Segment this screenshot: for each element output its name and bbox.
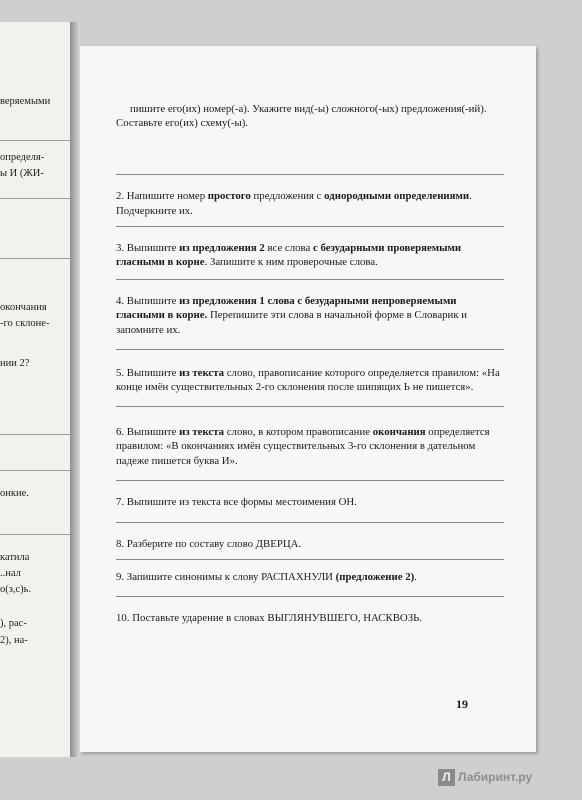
left-fragment: веряемыми [0,96,51,107]
left-answer-line [0,258,70,259]
workbook-page [80,46,536,752]
left-fragment: катила [0,552,30,563]
task-2: 2. Напишите номер простого предложения с однородными определениями. Подчеркните их. [116,190,472,217]
left-fragment: ы И (ЖИ- [0,168,44,179]
left-page-fragment [0,22,71,757]
task-1-continuation: пишите его(их) номер(-а). Укажите вид(-ы) сложного(-ых) предложения(-ий). Составьте его(их) схему(-ы). [116,103,487,130]
task-9: 9. Запишите синонимы к слову РАСПАХНУЛИ (предложение 2). [116,571,417,584]
labirint-logo-icon: Л [438,769,455,786]
left-answer-line [0,534,70,535]
left-fragment: ), рас- [0,618,27,629]
book-gutter [70,22,80,757]
answer-line [116,279,504,280]
answer-line [116,480,504,481]
left-answer-line [0,434,70,435]
answer-line [116,226,504,227]
left-answer-line [0,470,70,471]
page-number: 19 [456,697,468,711]
answer-line [116,406,504,407]
answer-line [116,559,504,560]
task-7: 7. Выпишите из текста все формы местоимения ОН. [116,495,357,508]
task-4: 4. Выпишите из предложения 1 слова с безударными непроверяемыми гласными в корне. Перепишите эти слова в начальной форме в Словарик и запомните их. [116,295,468,336]
left-fragment: окончания [0,302,47,313]
left-fragment: определя- [0,152,45,163]
answer-line [116,522,504,523]
task-list [116,102,504,626]
left-answer-line [0,198,70,199]
watermark-text: Лабиринт.ру [458,770,533,784]
left-fragment: о(з,с)ь. [0,584,32,595]
task-6: 6. Выпишите из текста слово, в котором правописание окончания определяется правилом: «В окончаниях имён существительных 3-го склонения в дательном падеже пишется буква И». [116,426,490,467]
answer-line [116,349,504,350]
answer-line [116,174,504,175]
left-answer-line [0,140,70,141]
task-5: 5. Выпишите из текста слово, правописание которого определяется правилом: «На конце имён существительных 2-го склонения после шипящих Ь не пишется». [116,366,500,394]
task-8: 8. Разберите по составу слово ДВЕРЦА. [116,538,302,551]
task-10: 10. Поставьте ударение в словах ВЫГЛЯНУВШЕГО, НАСКВОЗЬ. [116,612,423,625]
left-fragment: -го склоне- [0,318,50,329]
task-3: 3. Выпишите из предложения 2 все слова с безударными проверяемыми гласными в корне. Запишите к ним проверочные слова. [116,241,462,269]
left-fragment: 2), на- [0,635,28,646]
answer-line [116,596,504,597]
left-fragment: онкие. [0,488,29,499]
left-fragment: нии 2? [0,358,30,369]
left-fragment: ..нал [0,568,21,579]
